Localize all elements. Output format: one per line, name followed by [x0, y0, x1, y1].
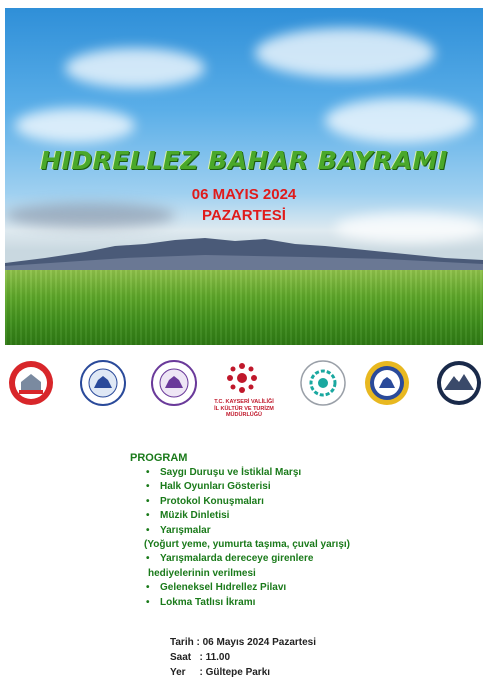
- kultur-turizm-caption: [207, 399, 281, 419]
- list-item-label: Halk Oyunları Gösterisi: [160, 481, 271, 493]
- list-item: [132, 552, 432, 566]
- list-item-label: Yarışmalarda dereceye girenlere: [160, 553, 314, 565]
- kayseri-buyuksehir-logo: [80, 360, 126, 406]
- bullet-icon: •: [146, 582, 150, 594]
- list-item-continuation: hediyelerinin verilmesi: [148, 567, 256, 579]
- list-item-label: Geleneksel Hıdrellez Pilavı: [160, 582, 287, 594]
- list-item: [132, 524, 432, 538]
- event-day: PAZARTESİ: [202, 207, 286, 224]
- caption-line: İL KÜLTÜR VE TURİZM: [214, 405, 274, 412]
- program-title: PROGRAM: [130, 452, 188, 464]
- list-item-label: Protokol Konuşmaları: [160, 495, 264, 507]
- list-item: [132, 509, 432, 523]
- kultur-turizm-logo: [222, 360, 262, 396]
- grass-texture: [5, 270, 483, 345]
- info-date: Tarih : 06 Mayıs 2024 Pazartesi: [170, 637, 317, 648]
- bullet-icon: •: [146, 495, 150, 507]
- list-item-label: Lokma Tatlısı İkramı: [160, 596, 256, 608]
- list-item: [132, 596, 432, 610]
- list-item: [132, 495, 432, 509]
- bullet-icon: •: [146, 553, 150, 565]
- event-date: 06 MAYIS 2024: [191, 186, 297, 203]
- melikgazi-belediyesi-logo: [151, 360, 197, 406]
- info-place: Yer : Gültepe Parkı: [170, 667, 271, 678]
- bullet-icon: •: [146, 524, 150, 536]
- list-item: [132, 480, 432, 494]
- kocasinan-logo: [364, 360, 410, 406]
- ticaret-odasi-logo: [300, 360, 346, 406]
- kayseri-1924-logo: [436, 360, 482, 406]
- kayseri-valiligi-logo: [8, 360, 54, 406]
- list-item-label: Müzik Dinletisi: [160, 510, 230, 522]
- caption-line: T.C. KAYSERİ VALİLİĞİ: [214, 399, 274, 405]
- list-item: [132, 581, 432, 595]
- bullet-icon: •: [146, 481, 150, 493]
- bullet-icon: •: [146, 467, 150, 478]
- list-item-label: Yarışmalar: [160, 524, 211, 536]
- program-list: [132, 466, 432, 610]
- competition-note: (Yoğurt yeme, yumurta taşıma, çuval yarışı): [144, 539, 351, 551]
- header-banner: [5, 8, 483, 345]
- caption-line: MÜDÜRLÜĞÜ: [225, 412, 263, 418]
- event-title: HIDRELLEZ BAHAR BAYRAMI: [40, 146, 448, 175]
- list-item-label: Saygı Duruşu ve İstiklal Marşı: [160, 467, 302, 478]
- info-time: Saat : 11.00: [170, 652, 231, 663]
- bullet-icon: •: [146, 510, 150, 522]
- list-item: [132, 466, 432, 480]
- bullet-icon: •: [146, 596, 150, 608]
